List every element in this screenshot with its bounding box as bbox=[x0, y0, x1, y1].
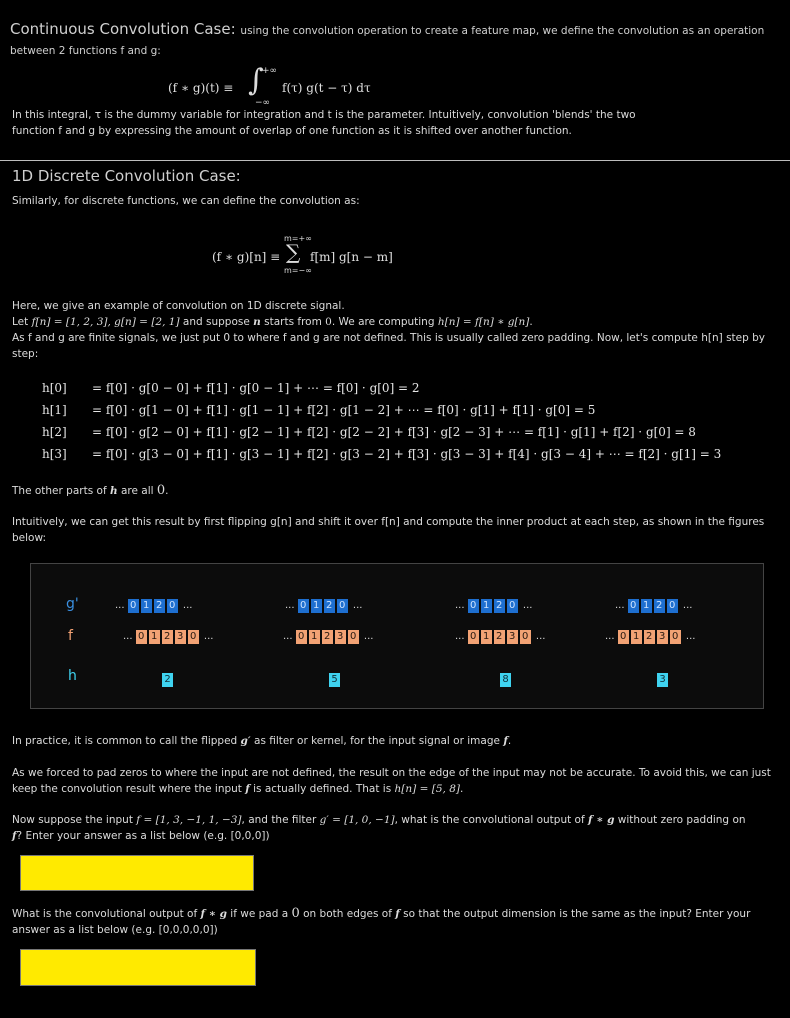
example-intro: Here, we give an example of convolution on 1D discrete signal. bbox=[12, 300, 345, 312]
sum-lower-limit: m=−∞ bbox=[284, 266, 312, 275]
equation-h2-lhs: h[2] bbox=[42, 425, 67, 439]
practice-text-b: as filter or kernel, for the input signal or image bbox=[250, 735, 504, 747]
edge-text-c: . bbox=[459, 783, 464, 795]
practice-line bbox=[12, 733, 772, 749]
kernel-cell: 0 bbox=[337, 599, 348, 613]
sum-sign-icon: ∑ bbox=[286, 240, 301, 264]
q1-math-input: f = [1, 3, −1, 1, −3] bbox=[136, 814, 242, 826]
input-cell: 3 bbox=[335, 630, 346, 644]
q1-text-d: without zero padding on bbox=[614, 814, 746, 826]
integral-lower-limit: −∞ bbox=[255, 98, 271, 108]
q1-text-c: , what is the convolutional output of bbox=[394, 814, 589, 826]
input-cell: 0 bbox=[188, 630, 199, 644]
kernel-row bbox=[285, 598, 362, 614]
edge-text-b: is actually defined. That is bbox=[249, 783, 395, 795]
continuous-formula-lhs: (f ∗ g)(t) ≡ bbox=[168, 81, 234, 95]
intuition-text: Intuitively, we can get this result by first flipping g[n] and shift it over f[n] and compute the inner product at each step, as shown in the figures below: bbox=[12, 516, 765, 544]
let-text-c: starts from bbox=[260, 316, 326, 328]
ellipsis: ... bbox=[285, 600, 298, 611]
continuous-explanation-line-1: In this integral, τ is the dummy variable for integration and t is the parameter. Intuitively, convolution 'blends' the two bbox=[12, 109, 636, 121]
ellipsis: ... bbox=[455, 631, 468, 642]
kernel-cell: 0 bbox=[468, 599, 479, 613]
q1-text-a: Now suppose the input bbox=[12, 814, 137, 826]
equation-h0-rhs: = f[0] · g[0 − 0] + f[1] · g[0 − 1] + ⋯ = f[0] · g[0] = 2 bbox=[92, 381, 420, 395]
q1-text-e: ? Enter your answer as a list below (e.g. [0,0,0]) bbox=[16, 830, 270, 842]
example-let-line bbox=[12, 314, 772, 330]
input-cell: 1 bbox=[309, 630, 320, 644]
edge-math-f: f bbox=[245, 783, 250, 795]
kernel-cell: 0 bbox=[298, 599, 309, 613]
answer-input-2[interactable] bbox=[20, 949, 256, 986]
ellipsis: ... bbox=[200, 631, 214, 642]
input-cell: 1 bbox=[149, 630, 160, 644]
kernel-cell: 0 bbox=[628, 599, 639, 613]
output-cell: 5 bbox=[329, 673, 340, 687]
kernel-row bbox=[455, 598, 532, 614]
output-cell: 8 bbox=[500, 673, 511, 687]
ellipsis: ... bbox=[455, 600, 468, 611]
input-cell: 0 bbox=[520, 630, 531, 644]
question1-line-2 bbox=[12, 828, 772, 844]
continuous-heading-title: Continuous Convolution Case: bbox=[10, 20, 236, 38]
ellipsis: ... bbox=[532, 631, 546, 642]
ellipsis: ... bbox=[283, 631, 296, 642]
equation-h2-rhs: = f[0] · g[2 − 0] + f[1] · g[2 − 1] + f[2] · g[2 − 2] + f[3] · g[2 − 3] + ⋯ = f[1] · g[1] + f[2] · g[0] = 8 bbox=[92, 425, 696, 439]
practice-math-g-prime: g′ bbox=[240, 735, 251, 747]
equation-h0 bbox=[42, 380, 420, 396]
input-cell: 3 bbox=[657, 630, 668, 644]
input-cell: 0 bbox=[618, 630, 629, 644]
equation-h0-lhs: h[0] bbox=[42, 381, 67, 395]
discrete-heading: 1D Discrete Convolution Case: bbox=[12, 167, 241, 185]
q2-text-d: so that the output dimension is the same as the input? Enter your bbox=[399, 908, 751, 920]
ellipsis: ... bbox=[115, 600, 128, 611]
input-cell: 2 bbox=[644, 630, 655, 644]
let-text-e: . bbox=[529, 316, 533, 328]
input-cell: 0 bbox=[670, 630, 681, 644]
practice-text-c: . bbox=[507, 735, 512, 747]
figure-label-f: f bbox=[68, 628, 73, 644]
output-row bbox=[162, 672, 175, 688]
continuous-intro: using the convolution operation to create a feature map, we define the convolution as an operation between 2 functions f and g: bbox=[10, 25, 765, 57]
ellipsis: ... bbox=[519, 600, 533, 611]
q2-text-c: on both edges of bbox=[299, 908, 396, 920]
input-cell: 0 bbox=[296, 630, 307, 644]
discrete-formula-lhs: (f ∗ g)[n] ≡ bbox=[212, 250, 281, 264]
output-row bbox=[500, 672, 513, 688]
other-parts-line bbox=[12, 483, 772, 499]
input-cell: 3 bbox=[507, 630, 518, 644]
kernel-cell: 2 bbox=[324, 599, 335, 613]
input-cell: 0 bbox=[136, 630, 147, 644]
discrete-intro: Similarly, for discrete functions, we can define the convolution as: bbox=[12, 195, 360, 207]
practice-text-a: In practice, it is common to call the flipped bbox=[12, 735, 241, 747]
q2-math-f: f bbox=[395, 908, 400, 920]
kernel-cell: 2 bbox=[154, 599, 165, 613]
q1-text-b: , and the filter bbox=[241, 814, 320, 826]
continuous-formula-rhs: f(τ) g(t − τ) dτ bbox=[282, 81, 371, 95]
input-cell: 0 bbox=[348, 630, 359, 644]
input-cell: 2 bbox=[494, 630, 505, 644]
question1-line-1 bbox=[12, 812, 772, 828]
q1-math-filter: g′ = [1, 0, −1] bbox=[319, 814, 395, 826]
let-math-h: h[n] = f[n] ∗ g[n] bbox=[437, 316, 530, 328]
ellipsis: ... bbox=[349, 600, 363, 611]
kernel-cell: 2 bbox=[494, 599, 505, 613]
kernel-cell: 0 bbox=[667, 599, 678, 613]
kernel-cell: 2 bbox=[654, 599, 665, 613]
q1-math-f: f bbox=[12, 830, 17, 842]
other-parts-text-a: The other parts of bbox=[12, 485, 110, 497]
equation-h2 bbox=[42, 424, 696, 440]
q2-math-conv: f ∗ g bbox=[200, 908, 227, 920]
edge-text-a: keep the convolution result where the input bbox=[12, 783, 246, 795]
integral-sign-icon: ∫ bbox=[248, 63, 264, 98]
equation-h3-rhs: = f[0] · g[3 − 0] + f[1] · g[3 − 1] + f[2] · g[3 − 2] + f[3] · g[3 − 3] + f[4] · g[3 − 4] + ⋯ = f[2] · g[1] = 3 bbox=[92, 447, 722, 461]
equation-h1-lhs: h[1] bbox=[42, 403, 67, 417]
input-row bbox=[605, 629, 695, 645]
edge-line-1: As we forced to pad zeros to where the input are not defined, the result on the edge of the input may not be accurate. To avoid this, we can just bbox=[12, 767, 771, 779]
let-math-signals: f[n] = [1, 2, 3], g[n] = [2, 1] bbox=[31, 316, 180, 328]
sum-upper-limit: m=+∞ bbox=[284, 234, 312, 243]
q2-text-b: if we pad a bbox=[226, 908, 292, 920]
output-cell: 2 bbox=[162, 673, 173, 687]
padding-line-2: step: bbox=[12, 348, 39, 360]
input-cell: 1 bbox=[631, 630, 642, 644]
figure-label-g-prime: g' bbox=[66, 596, 79, 612]
kernel-row bbox=[115, 598, 192, 614]
practice-math-f: f bbox=[503, 735, 508, 747]
input-row bbox=[455, 629, 545, 645]
convolution-figure bbox=[30, 563, 764, 709]
input-cell: 1 bbox=[481, 630, 492, 644]
output-row bbox=[657, 672, 670, 688]
question2-line-1 bbox=[12, 906, 772, 922]
kernel-cell: 1 bbox=[311, 599, 322, 613]
equation-h3 bbox=[42, 446, 721, 462]
integral-upper-limit: +∞ bbox=[262, 66, 278, 76]
ellipsis: ... bbox=[682, 631, 696, 642]
kernel-cell: 0 bbox=[167, 599, 178, 613]
kernel-cell: 1 bbox=[141, 599, 152, 613]
figure-label-h: h bbox=[68, 668, 77, 684]
input-row bbox=[123, 629, 213, 645]
equation-h1 bbox=[42, 402, 595, 418]
other-parts-math-zero: 0 bbox=[156, 483, 166, 498]
output-row bbox=[329, 672, 342, 688]
input-cell: 2 bbox=[162, 630, 173, 644]
kernel-cell: 1 bbox=[641, 599, 652, 613]
let-math-zero: 0 bbox=[325, 316, 332, 328]
equation-h1-rhs: = f[0] · g[1 − 0] + f[1] · g[1 − 1] + f[2] · g[1 − 2] + ⋯ = f[0] · g[1] + f[1] · g[0] = 5 bbox=[92, 403, 596, 417]
let-math-n: n bbox=[253, 316, 261, 328]
q2-math-zero: 0 bbox=[291, 906, 300, 921]
edge-math-h: h[n] = [5, 8] bbox=[394, 783, 460, 795]
discrete-formula-rhs: f[m] g[n − m] bbox=[310, 250, 393, 264]
ellipsis: ... bbox=[123, 631, 136, 642]
ellipsis: ... bbox=[605, 631, 618, 642]
other-parts-text-c: . bbox=[165, 485, 169, 497]
let-text-d: . We are computing bbox=[331, 316, 438, 328]
input-cell: 3 bbox=[175, 630, 186, 644]
continuous-explanation-line-2: function f and g by expressing the amount of overlap of one function as it is shifted over another function. bbox=[12, 125, 572, 137]
edge-line-2 bbox=[12, 781, 772, 797]
input-cell: 0 bbox=[468, 630, 479, 644]
q2-text-a: What is the convolutional output of bbox=[12, 908, 201, 920]
answer-input-1[interactable] bbox=[20, 855, 254, 891]
other-parts-text-b: are all bbox=[117, 485, 157, 497]
input-cell: 2 bbox=[322, 630, 333, 644]
ellipsis: ... bbox=[360, 631, 374, 642]
kernel-row bbox=[615, 598, 692, 614]
section-divider bbox=[0, 160, 790, 161]
kernel-cell: 1 bbox=[481, 599, 492, 613]
output-cell: 3 bbox=[657, 673, 668, 687]
ellipsis: ... bbox=[179, 600, 193, 611]
let-text-b: and suppose bbox=[179, 316, 254, 328]
question2-line-2: answer as a list below (e.g. [0,0,0,0,0]) bbox=[12, 924, 218, 936]
padding-line-1: As f and g are finite signals, we just put 0 to where f and g are not defined. This is usually called zero padding. Now, let's compute h[n] step by bbox=[12, 332, 766, 344]
equation-h3-lhs: h[3] bbox=[42, 447, 67, 461]
ellipsis: ... bbox=[615, 600, 628, 611]
continuous-heading bbox=[10, 20, 790, 60]
kernel-cell: 0 bbox=[128, 599, 139, 613]
let-text-a: Let bbox=[12, 316, 32, 328]
other-parts-math-h: h bbox=[109, 485, 118, 497]
kernel-cell: 0 bbox=[507, 599, 518, 613]
q1-math-conv: f ∗ g bbox=[588, 814, 615, 826]
ellipsis: ... bbox=[679, 600, 693, 611]
input-row bbox=[283, 629, 373, 645]
